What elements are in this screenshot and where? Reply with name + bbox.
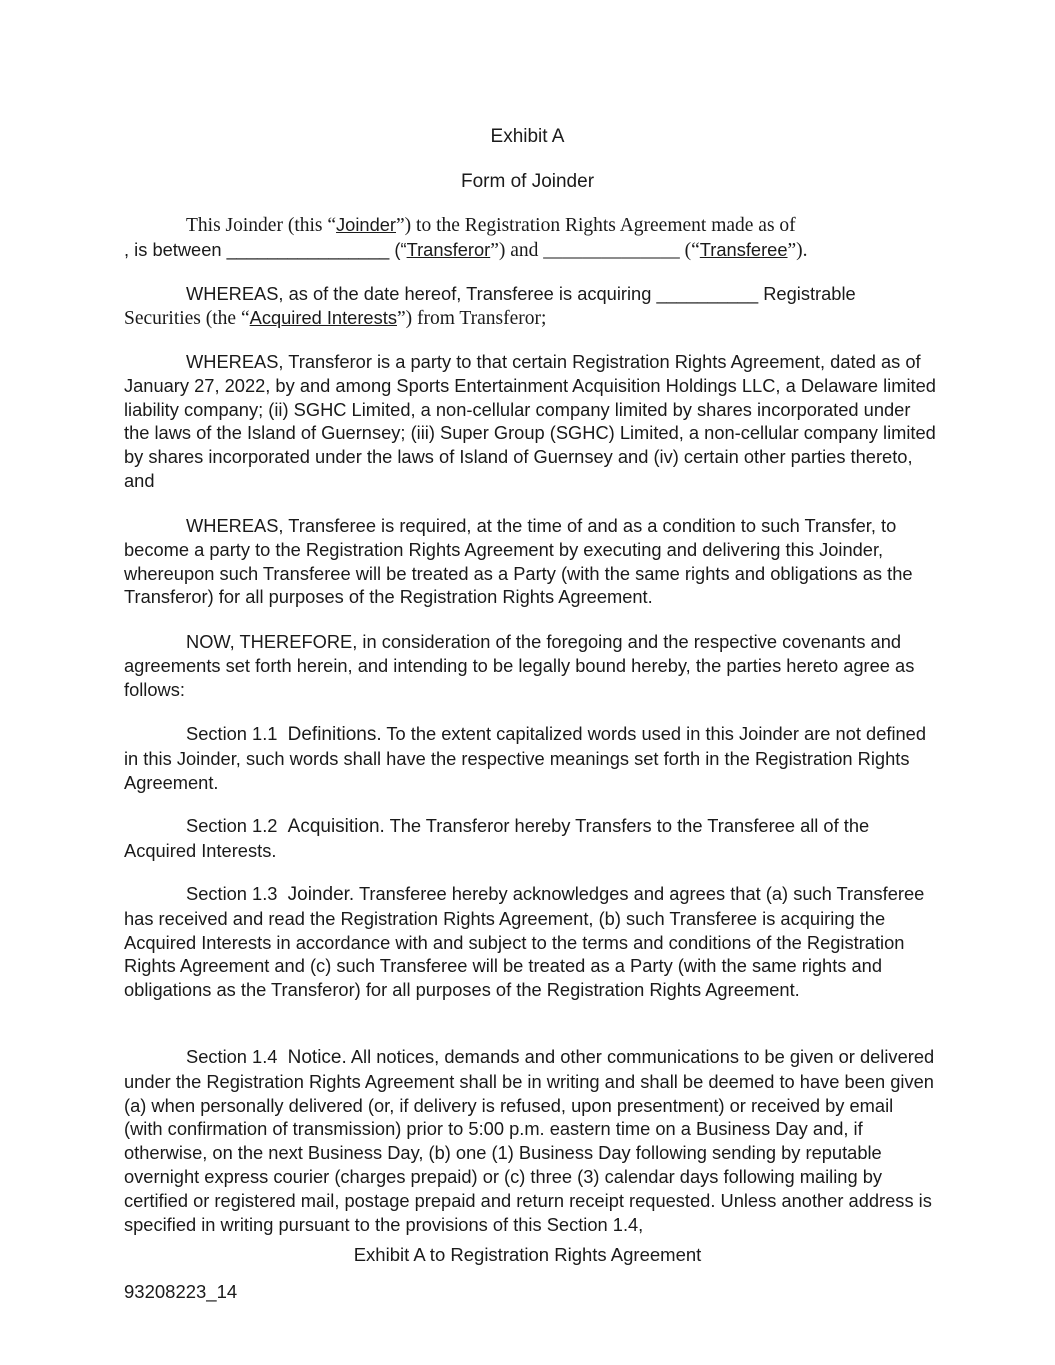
section-text: To the extent capitalized words used in this Joinder are not defined in this Joinder, such words shall have the respective meanings set forth in the Registration Rights Agreement. xyxy=(124,723,927,793)
acquired-interests-term: Acquired Interests xyxy=(249,306,397,328)
form-title: Form of Joinder xyxy=(460,171,595,192)
whereas1-text-2: Securities (the “ xyxy=(124,307,250,329)
section-number: Section 1.1 xyxy=(186,723,278,744)
exhibit-title: Exhibit A xyxy=(490,126,565,147)
section-text: The Transferor hereby Transfers to the Transferee all of the Acquired Interests. xyxy=(124,815,870,861)
intro-text-1: This Joinder (this “ xyxy=(186,215,337,236)
section-title: Acquisition. xyxy=(287,816,385,837)
section-title: Definitions. xyxy=(287,724,382,745)
whereas-paragraph-3 xyxy=(124,514,936,609)
section-text: All notices, demands and other communications to be given or delivered under the Registration Rights Agreement shall be in writing and shall be deemed to have been given (a) when personally delivered (or, if delivery is refused, upon presentment) or received by email (with confirmation of transmission) prior to 5:00 p.m. eastern time on a Business Day and, if otherwise, on the next Business Day, (b) one (1) Business Day following sending by reputable overnight express courier (charges prepaid) or (c) three (3) calendar days following mailing by certified or registered mail, postage prepaid and return receipt requested. Unless another address is specified in writing pursuant to the provisions of this Section 1.4, xyxy=(124,1046,935,1235)
intro-text-4: ”) and ______________ (“ xyxy=(490,239,700,261)
whereas3-text: WHEREAS, Transferee is required, at the time of and as a condition to such Transfer, to become a party to the Registration Rights Agreement by executing and delivering this Joinder, whereupon such Transferee will be treated as a Party (with the same rights and obligations as the Transferor) for all purposes of the Registration Rights Agreement. xyxy=(124,515,913,608)
now-therefore-paragraph xyxy=(124,630,936,701)
section-1-3 xyxy=(124,882,936,1002)
whereas-paragraph-1 xyxy=(124,282,936,331)
section-number: Section 1.3 xyxy=(186,883,278,904)
section-text: Transferee hereby acknowledges and agrees that (a) such Transferee has received and read the Registration Rights Agreement, (b) such Transferee is acquiring the Acquired Interests in accordance with and subject to the terms and conditions of the Registration Rights Agreement and (c) such Transferee will be treated as a Party (with the same rights and obligations as the Transferor) for all purposes of the Registration Rights Agreement. xyxy=(124,883,925,1001)
intro-text-5: ”). xyxy=(787,239,808,261)
section-1-2 xyxy=(124,814,936,863)
section-1-4 xyxy=(124,1045,936,1236)
document-id: 93208223_14 xyxy=(124,1281,238,1302)
section-number: Section 1.2 xyxy=(186,815,278,836)
section-1-1 xyxy=(124,722,936,794)
intro-text-3: , is between ________________ (“ xyxy=(124,238,407,260)
intro-text-2: ”) to the Registration Rights Agreement made as of xyxy=(396,215,796,236)
whereas2-text: WHEREAS, Transferor is a party to that certain Registration Rights Agreement, dated as of January 27, 2022, by and among Sports Entertainment Acquisition Holdings LLC, a Delaware limited liability company; (ii) SGHC Limited, a non-cellular company limited by shares incorporated under the laws of the Island of Guernsey; (iii) Super Group (SGHC) Limited, a non-cellular company limited by shares incorporated under the laws of Island of Guernsey and (iv) certain other parties thereto, and xyxy=(124,351,936,491)
page-footer: Exhibit A to Registration Rights Agreement xyxy=(353,1244,702,1265)
transferee-term: Transferee xyxy=(699,238,788,260)
section-title: Joinder. xyxy=(287,884,355,905)
transferor-term: Transferor xyxy=(406,238,491,260)
whereas-paragraph-2 xyxy=(124,350,936,493)
whereas1-text-3: ”) from Transferor; xyxy=(396,307,547,329)
section-number: Section 1.4 xyxy=(186,1046,278,1067)
joinder-term: Joinder xyxy=(336,214,396,235)
whereas1-text-1: WHEREAS, as of the date hereof, Transferee is acquiring __________ Registrable xyxy=(186,283,856,304)
section-title: Notice. xyxy=(287,1047,347,1068)
intro-paragraph xyxy=(124,213,936,263)
now-therefore-text: NOW, THEREFORE, in consideration of the foregoing and the respective covenants and agreements set forth herein, and intending to be legally bound hereby, the parties hereto agree as follows: xyxy=(124,631,915,700)
